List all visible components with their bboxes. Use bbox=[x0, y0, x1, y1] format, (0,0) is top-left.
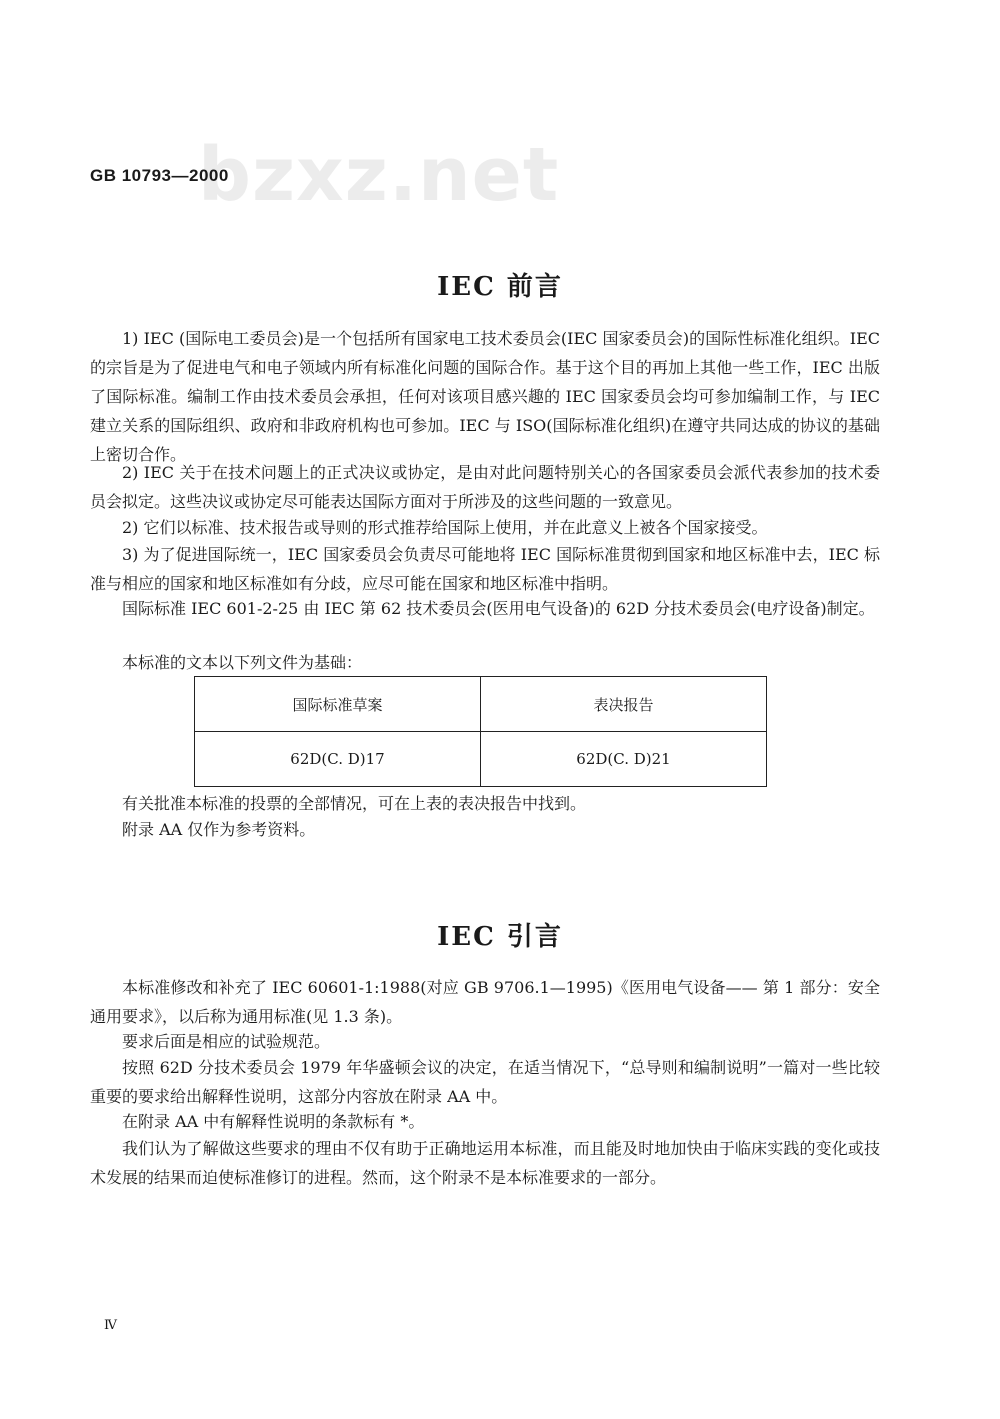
introduction-paragraph-5: 我们认为了解做这些要求的理由不仅有助于正确地运用本标准，而且能及时地加快由于临床实践的变化或技术发展的结果而迫使标准修订的进程。然而，这个附录不是本标准要求的一部分。 bbox=[90, 1139, 880, 1187]
standard-number: GB 10793—2000 bbox=[90, 166, 229, 185]
foreword-paragraph-3: 2) 它们以标准、技术报告或导则的形式推荐给国际上使用，并在此意义上被各个国家接受。 bbox=[122, 518, 768, 537]
table-header-voting-report: 表决报告 bbox=[481, 677, 767, 732]
foreword-after-table-1: 有关批准本标准的投票的全部情况，可在上表的表决报告中找到。 bbox=[122, 794, 587, 813]
table-row bbox=[195, 732, 767, 787]
basis-documents-table bbox=[194, 676, 767, 787]
foreword-paragraph-1: 1) IEC (国际电工委员会)是一个包括所有国家电工技术委员会(IEC 国家委员会)的国际性标准化组织。IEC 的宗旨是为了促进电气和电子领域内所有标准化问题的国际合作。基于这个目的再加上其他一些工作，IEC 出版了国际标准。编制工作由技术委员会承担，任何对该项目感兴趣的 IEC 国家委员会均可参加编制工作，与 IEC 建立关系的国际组织、政府和非政府机构也可参加。IEC 与 ISO(国际标准化组织)在遵守共同达成的协议的基础上密切合作。 bbox=[90, 329, 880, 464]
table-cell-draft: 62D(C. D)17 bbox=[195, 732, 481, 787]
introduction-paragraph-1: 本标准修改和补充了 IEC 60601-1:1988(对应 GB 9706.1—1995)《医用电气设备—— 第 1 部分：安全通用要求》，以后称为通用标准(见 1.3 条)。 bbox=[90, 978, 880, 1026]
watermark: bzxz.net bbox=[198, 132, 560, 218]
table-header-draft: 国际标准草案 bbox=[195, 677, 481, 732]
introduction-title: IEC 引言 bbox=[437, 922, 563, 952]
introduction-paragraph-2: 要求后面是相应的试验规范。 bbox=[122, 1032, 331, 1051]
foreword-paragraph-2: 2) IEC 关于在技术问题上的正式决议或协定，是由对此问题特别关心的各国家委员会派代表参加的技术委员会拟定。这些决议或协定尽可能表达国际方面对于所涉及的这些问题的一致意见。 bbox=[90, 463, 880, 511]
introduction-paragraph-3: 按照 62D 分技术委员会 1979 年华盛顿会议的决定，在适当情况下，“总导则和编制说明”一篇对一些比较重要的要求给出解释性说明，这部分内容放在附录 AA 中。 bbox=[90, 1058, 880, 1106]
introduction-paragraph-4: 在附录 AA 中有解释性说明的条款标有 *。 bbox=[122, 1112, 425, 1131]
table-header-row bbox=[195, 677, 767, 732]
foreword-paragraph-6: 本标准的文本以下列文件为基础： bbox=[122, 653, 363, 672]
foreword-after-table-2: 附录 AA 仅作为参考资料。 bbox=[122, 820, 316, 839]
foreword-title: IEC 前言 bbox=[437, 272, 563, 302]
page-number: Ⅳ bbox=[104, 1318, 117, 1333]
foreword-paragraph-5: 国际标准 IEC 601-2-25 由 IEC 第 62 技术委员会(医用电气设备)的 62D 分技术委员会(电疗设备)制定。 bbox=[122, 599, 875, 618]
foreword-paragraph-4: 3) 为了促进国际统一，IEC 国家委员会负责尽可能地将 IEC 国际标准贯彻到国家和地区标准中去，IEC 标准与相应的国家和地区标准如有分歧，应尽可能在国家和地区标准中指明。 bbox=[90, 545, 880, 593]
table-cell-voting-report: 62D(C. D)21 bbox=[481, 732, 767, 787]
